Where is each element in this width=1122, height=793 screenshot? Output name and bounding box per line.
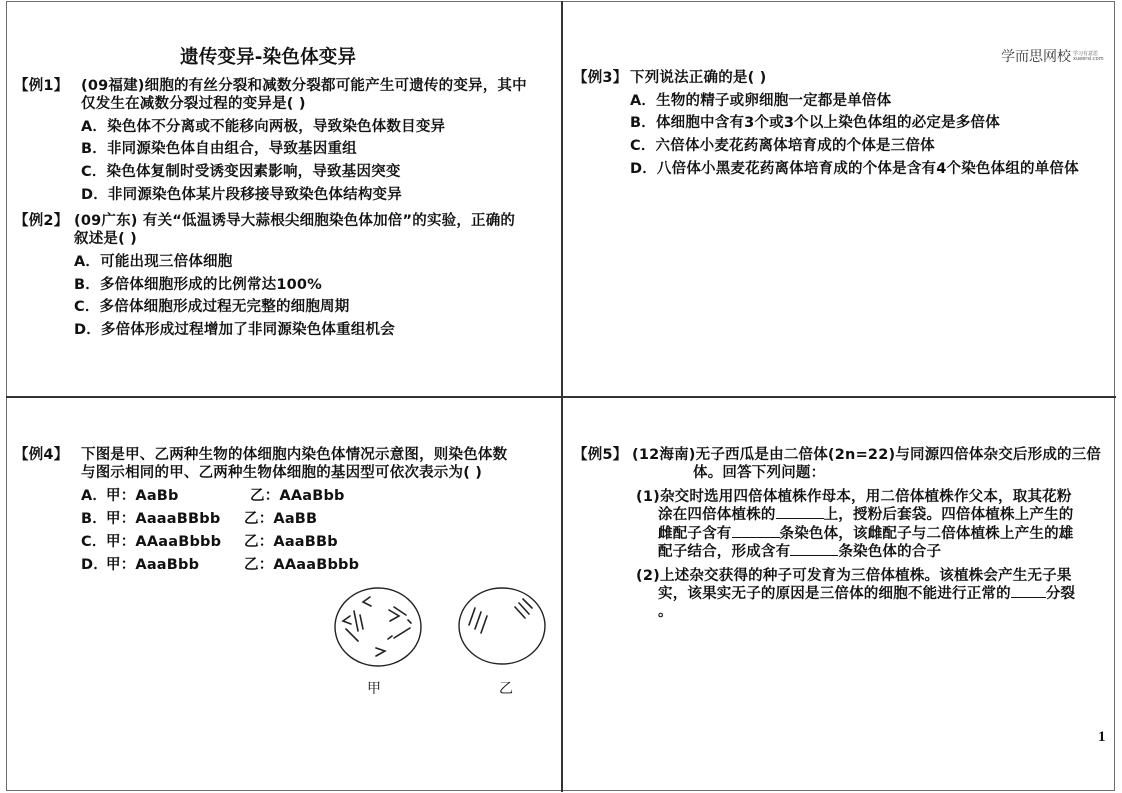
- xueersi-logo: [1001, 46, 1104, 66]
- ex1-option-b: B．非同源染色体自由组合，导致基因重组: [81, 141, 357, 157]
- cell-jia-diagram: [330, 585, 430, 670]
- cell-yi-label: 乙: [499, 681, 513, 697]
- ex5-q1-line4b: 条染色体的合子: [838, 544, 942, 560]
- ex1-tag: 【例1】: [14, 78, 69, 94]
- ex4-tag: 【例4】: [14, 447, 69, 463]
- ex5-q1-line2b: 上，授粉后套袋。四倍体植株上产生的: [823, 507, 1074, 523]
- ex2-option-c: C．多倍体细胞形成过程无完整的细胞周期: [74, 299, 350, 315]
- ex4-option-d-letter: D．: [81, 557, 108, 573]
- ex5-q2-line3: 。: [658, 604, 673, 620]
- blank-3: [790, 543, 838, 556]
- ex2-stem-line2: 叙述是( ): [74, 231, 138, 247]
- ex5-q1-line3: [658, 525, 1074, 543]
- ex5-q1-line2a: 涂在四倍体植株的: [658, 507, 776, 523]
- ex5-q2-line2b: 分裂: [1045, 586, 1076, 602]
- ex5-q1-line1: (1)杂交时选用四倍体植株作母本，用二倍体植株作父本，取其花粉: [636, 489, 1072, 505]
- ex1-stem-line2: 仅发生在减数分裂过程的变异是( ): [81, 96, 306, 112]
- ex3-tag: 【例3】: [573, 70, 628, 86]
- blank-1: [776, 506, 824, 519]
- logo-name: 学而思网校: [1001, 49, 1071, 65]
- ex2-option-a: A．可能出现三倍体细胞: [74, 254, 233, 270]
- ex4-option-a-letter: A．: [81, 488, 108, 504]
- ex5-q1-line3b: 条染色体，该雌配子与二倍体植株上产生的雄: [779, 526, 1074, 542]
- ex5-stem-line1: (12海南)无子西瓜是由二倍体(2n=22)与同源四倍体杂交后形成的三倍: [632, 447, 1102, 463]
- ex3-option-c: C．六倍体小麦花药离体培育成的个体是三倍体: [630, 138, 935, 154]
- ex4-option-c-yi: 乙：AaaBBb: [244, 534, 338, 550]
- ex4-option-b-letter: B．: [81, 511, 107, 527]
- logo-url: xueersi.com: [1073, 56, 1104, 62]
- ex4-option-d-yi: 乙：AAaaBbbb: [244, 557, 360, 573]
- ex5-q2-line1: (2)上述杂交获得的种子可发育为三倍体植株。该植株会产生无子果: [636, 568, 1072, 584]
- ex4-option-a-yi: 乙：AAaBbb: [250, 488, 345, 504]
- ex3-stem: 下列说法正确的是( ): [630, 70, 767, 86]
- ex1-option-a: A．染色体不分离或不能移向两极，导致染色体数目变异: [81, 119, 446, 135]
- ex2-tag: 【例2】: [14, 213, 69, 229]
- ex4-option-a-jia: 甲：AaBb: [106, 488, 179, 504]
- page-title: 遗传变异-染色体变异: [180, 47, 357, 68]
- cell-yi-diagram: [452, 585, 547, 670]
- ex4-option-b-yi: 乙：AaBB: [244, 511, 318, 527]
- ex5-stem-line2: 体。回答下列问题：: [693, 465, 826, 481]
- ex4-stem-line1: 下图是甲、乙两种生物的体细胞内染色体情况示意图，则染色体数: [81, 447, 508, 463]
- blank-2: [732, 525, 780, 538]
- page-number: 1: [1098, 729, 1106, 745]
- ex5-q2-line2: [658, 585, 1075, 603]
- ex1-option-c: C．染色体复制时受诱变因素影响，导致基因突变: [81, 164, 401, 180]
- ex2-option-b: B．多倍体细胞形成的比例常达100%: [74, 277, 322, 293]
- logo-tagline: 学习有意思: [1073, 51, 1099, 57]
- ex4-option-c-jia: 甲：AAaaBbbb: [106, 534, 222, 550]
- blank-4: [1011, 585, 1046, 598]
- ex4-option-b-jia: 甲：AaaaBBbb: [106, 511, 221, 527]
- horizontal-divider: [6, 396, 1116, 398]
- cell-jia-label: 甲: [367, 681, 381, 697]
- ex4-option-d-jia: 甲：AaaBbb: [106, 557, 200, 573]
- ex4-option-c-letter: C．: [81, 534, 107, 550]
- ex5-q1-line3a: 雌配子含有: [658, 526, 732, 542]
- ex1-option-d: D．非同源染色体某片段移接导致染色体结构变异: [81, 187, 402, 203]
- ex4-stem-line2: 与图示相同的甲、乙两种生物体细胞的基因型可依次表示为( ): [81, 465, 483, 481]
- ex5-q1-line4a: 配子结合，形成含有: [658, 544, 791, 560]
- ex2-option-d: D．多倍体形成过程增加了非同源染色体重组机会: [74, 322, 395, 338]
- ex3-option-a: A．生物的精子或卵细胞一定都是单倍体: [630, 93, 892, 109]
- ex5-q1-line4: [658, 543, 941, 561]
- ex3-option-d: D．八倍体小黑麦花药离体培育成的个体是含有4个染色体组的单倍体: [630, 161, 1079, 177]
- ex5-q2-line2a: 实，该果实无子的原因是三倍体的细胞不能进行正常的: [658, 586, 1011, 602]
- ex2-stem-line1: (09广东) 有关“低温诱导大蒜根尖细胞染色体加倍”的实验，正确的: [74, 213, 516, 229]
- ex1-stem-line1: (09福建)细胞的有丝分裂和减数分裂都可能产生可遗传的变异，其中: [81, 78, 527, 94]
- ex3-option-b: B．体细胞中含有3个或3个以上染色体组的必定是多倍体: [630, 115, 1000, 131]
- ex5-tag: 【例5】: [573, 447, 628, 463]
- ex5-q1-line2: [658, 506, 1074, 524]
